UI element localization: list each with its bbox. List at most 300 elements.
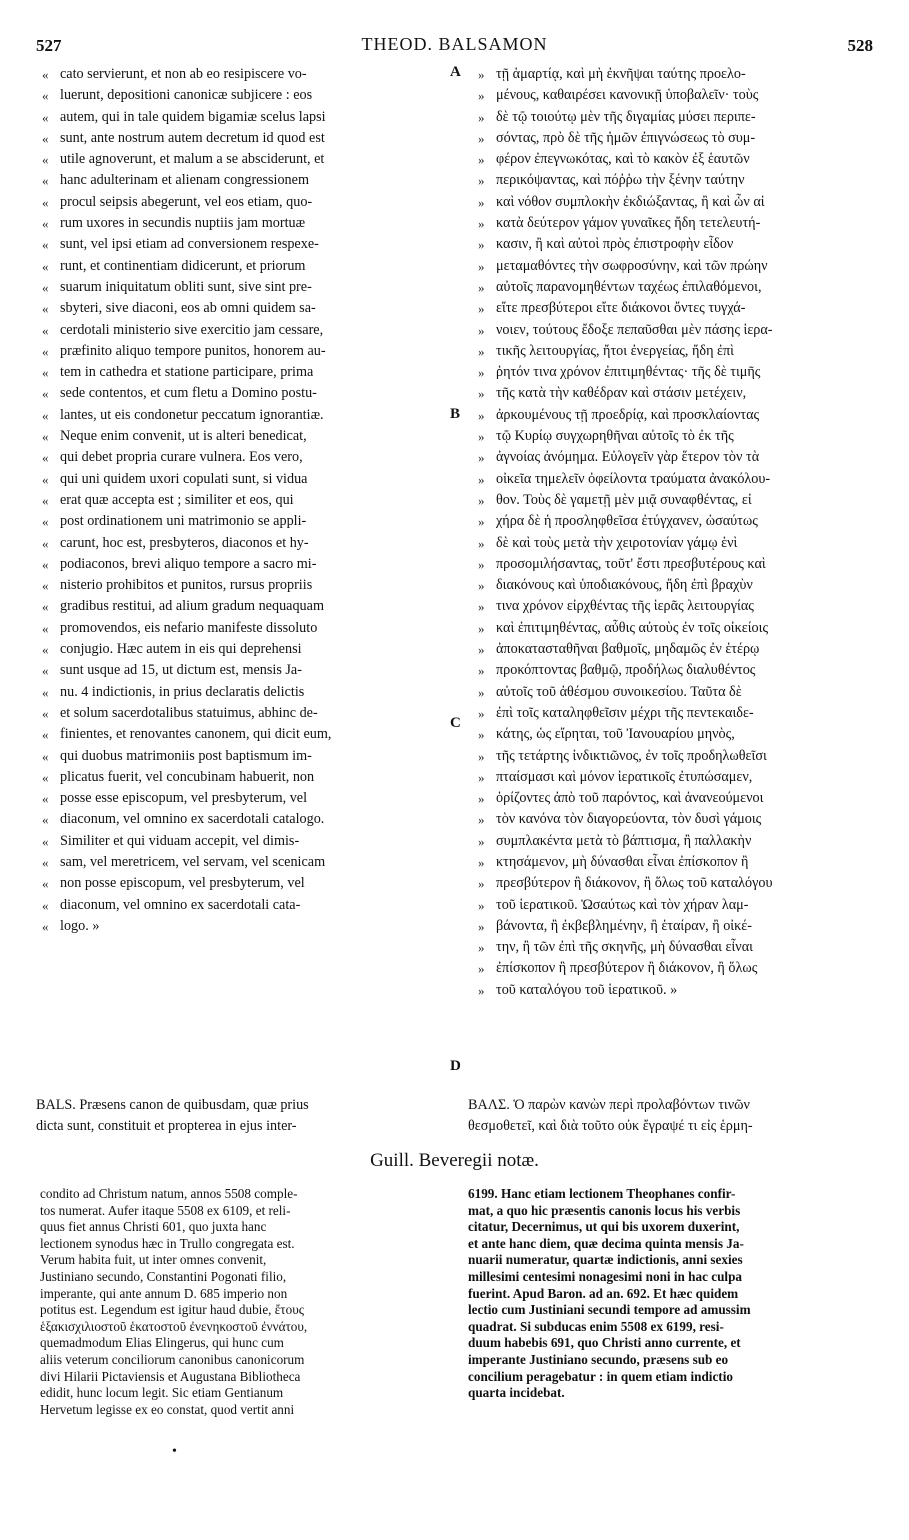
latin-line [42, 895, 442, 916]
greek-line [478, 277, 882, 298]
latin-line-text: diaconum, vel omnino ex sacerdotali cata- [60, 896, 301, 913]
greek-line-text: μένους, καθαιρέσει κανονικῇ ὑποβαλεῖν· τοὺς [496, 87, 759, 104]
notes-right-column [468, 1186, 882, 1402]
latin-line-text: sunt, ante nostrum autem decretum id quod est [60, 129, 325, 146]
greek-line [478, 724, 882, 745]
quote-mark: » [478, 216, 485, 232]
latin-line-text: gradibus restitui, ad alium gradum nequaquam [60, 598, 324, 615]
note-line: lectio cum Justiniani secundi tempore ad amussim [468, 1302, 751, 1318]
latin-line-text: sunt usque ad 15, ut dictum est, mensis Ja- [60, 662, 302, 679]
note-line: nuarii numeratur, quartæ indictionis, anni sexies [468, 1252, 743, 1268]
note-line: Hervetum legisse ex eo constat, quod vertit anni [40, 1401, 295, 1417]
latin-line-text: cerdotali ministerio sive exercitio jam cessare, [60, 321, 324, 338]
latin-line-text: sbyteri, sive diaconi, eos ab omni quidem sa- [60, 300, 316, 317]
quote-mark: » [478, 301, 485, 317]
greek-line-text: ἀγνοίας ἀνόμημα. Εὐλογεῖν γὰρ ἕτερον τὸν τὰ [496, 449, 760, 466]
greek-line [478, 341, 882, 362]
latin-line-text: utile agnoverunt, et malum a se absciderunt, et [60, 151, 325, 168]
greek-line [478, 554, 882, 575]
latin-line-text: finientes, et renovantes canonem, qui dicit eum, [60, 726, 332, 743]
quote-mark: » [478, 514, 485, 530]
greek-line-text: μεταμαθόντες τὴν σωφροσύνην, καὶ τῶν πρώην [496, 257, 768, 274]
quote-mark: » [478, 67, 485, 82]
quote-mark: » [478, 599, 485, 615]
quote-mark: « [42, 599, 49, 615]
greek-line [478, 320, 882, 341]
greek-line [478, 980, 882, 1001]
latin-line [42, 809, 442, 830]
latin-line-text: qui uni quidem uxori copulati sunt, si vidua [60, 470, 308, 487]
margin-marker-d: D [450, 1058, 461, 1074]
note-line: quus fiet annus Christi 601, quo juxta hanc [40, 1219, 267, 1235]
quote-mark: » [478, 88, 485, 104]
note-line: Justiniano secundo, Constantini Pogonati filio, [40, 1268, 287, 1284]
note-line: imperante, qui ante annum D. 685 imperio non [40, 1285, 288, 1301]
latin-line-text: podiaconos, brevi aliquo tempore a sacro mi- [60, 555, 317, 572]
greek-line [478, 298, 882, 319]
greek-line-text: θον. Τοὺς δὲ γαμετῇ μὲν μιᾷ συναφθέντας, εἰ [496, 491, 752, 508]
latin-line-text: Neque enim convenit, ut is alteri benedicat, [60, 428, 307, 445]
quote-mark: » [478, 620, 485, 636]
quote-mark: « [42, 471, 49, 487]
margin-marker-a: A [450, 64, 461, 80]
latin-canon-column [42, 64, 442, 937]
quote-mark: » [478, 727, 485, 743]
greek-line-text: δὲ τῷ τοιούτῳ μὲν τῆς διγαμίας μύσει περιπε- [496, 108, 756, 125]
greek-line-text: καὶ ἐπιτιμηθέντας, αὖθις αὐτοὺς ἐν τοῖς οἰκείοις [496, 619, 769, 636]
greek-line-text: κάτης, ὡς εἴρηται, τοῦ Ἰανουαρίου μηνὸς, [496, 726, 735, 743]
greek-line [478, 660, 882, 681]
latin-line-text: carunt, hoc est, presbyteros, diaconos et hy- [60, 534, 309, 551]
greek-line [478, 895, 882, 916]
quote-mark: » [478, 982, 485, 998]
latin-line-text: luerunt, depositioni canonicæ subjicere : eos [60, 87, 313, 104]
quote-mark: « [42, 194, 49, 210]
latin-line [42, 469, 442, 490]
quote-mark: » [478, 130, 485, 146]
bals-latin-line: dicta sunt, constituit et propterea in ejus inter- [36, 1118, 297, 1134]
greek-line-text: αὐτοῖς τοῦ ἀθέσμου συνοικεσίου. Ταῦτα δὲ [496, 683, 742, 700]
quote-mark: « [42, 322, 49, 338]
note-line: et ante hanc diem, quæ decima quinta mensis Ja- [468, 1235, 744, 1251]
quote-mark: « [42, 88, 49, 104]
note-line: quadrat. Si subducas enim 5508 ex 6199, resi- [468, 1318, 724, 1334]
quote-mark: « [42, 876, 49, 892]
quote-mark: » [478, 897, 485, 913]
latin-line-text: plicatus fuerit, vel concubinam habuerit, non [60, 768, 315, 785]
greek-line [478, 937, 882, 958]
note-line: potitus est. Legendum est igitur haud dubie, ἔτους [40, 1302, 304, 1318]
quote-mark: « [42, 684, 49, 700]
page-number-left: 527 [36, 36, 62, 55]
quote-mark: » [478, 769, 485, 785]
greek-line-text: ἐπὶ τοῖς καταληφθεῖσιν μέχρι τῆς πεντεκαιδε- [496, 704, 754, 721]
note-line: concilium peragebatur : in quem etiam indictio [468, 1368, 733, 1384]
latin-line [42, 788, 442, 809]
latin-line-text: conjugio. Hæc autem in eis qui deprehensi [60, 641, 302, 658]
greek-line [478, 405, 882, 426]
greek-line-text: σόντας, πρὸ δὲ τῆς ἡμῶν ἐπιγνώσεως τὸ συμ- [496, 129, 756, 146]
latin-line [42, 746, 442, 767]
quote-mark: « [42, 578, 49, 594]
quote-mark: « [42, 343, 49, 359]
greek-line [478, 192, 882, 213]
greek-line-text: τοῦ καταλόγου τοῦ ἱερατικοῦ. » [496, 981, 678, 998]
quote-mark: » [478, 748, 485, 764]
note-line: citatur, Decernimus, ut qui bis uxorem duxerint, [468, 1219, 740, 1235]
bullet-dot: • [172, 1444, 177, 1459]
note-line: mat, a quo hic præsentis canonis locus his verbis [468, 1202, 741, 1218]
latin-line [42, 596, 442, 617]
quote-mark: « [42, 450, 49, 466]
quote-mark: « [42, 727, 49, 743]
notes-heading: Guill. Beveregii notæ. [370, 1150, 539, 1171]
quote-mark: « [42, 642, 49, 658]
latin-line [42, 767, 442, 788]
greek-line [478, 85, 882, 106]
quote-mark: » [478, 492, 485, 508]
quote-mark: « [42, 812, 49, 828]
quote-mark: « [42, 556, 49, 572]
note-line: lectionem synodus hæc in Trullo congregata est. [40, 1235, 295, 1251]
greek-line [478, 426, 882, 447]
latin-line [42, 916, 442, 937]
latin-line [42, 341, 442, 362]
quote-mark: « [42, 216, 49, 232]
quote-mark: » [478, 152, 485, 168]
balsamon-commentary-latin [36, 1095, 448, 1137]
greek-line [478, 447, 882, 468]
greek-line-text: πρεσβύτερον ἢ διάκονον, ἢ ὅλως τοῦ καταλόγου [496, 875, 773, 892]
note-line: millesimi centesimi nonagesimi noni in hac culpa [468, 1268, 743, 1284]
latin-line-text: cato servierunt, et non ab eo resipiscere vo- [60, 66, 307, 82]
greek-line [478, 809, 882, 830]
greek-line [478, 873, 882, 894]
greek-line [478, 256, 882, 277]
latin-line-text: sunt, vel ipsi etiam ad conversionem respexe- [60, 236, 319, 253]
greek-line [478, 469, 882, 490]
greek-line [478, 575, 882, 596]
latin-line [42, 618, 442, 639]
note-line: imperante Justiniano secundo, præsens sub eo [468, 1351, 729, 1367]
quote-mark: « [42, 769, 49, 785]
latin-line [42, 831, 442, 852]
quote-mark: « [42, 791, 49, 807]
greek-line-text: πταίσμασι καὶ μόνον ἱερατικοῖς ἐτυπώσαμεν, [496, 768, 753, 785]
latin-line-text: autem, qui in tale quidem bigamiæ scelus lapsi [60, 108, 326, 125]
latin-line-text: runt, et continentiam didicerunt, et priorum [60, 257, 306, 274]
quote-mark: » [478, 642, 485, 658]
greek-line [478, 234, 882, 255]
greek-line-text: προσομιλήσαντας, τοῦτ' ἔστι πρεσβυτέρους καὶ [496, 555, 766, 572]
greek-line [478, 362, 882, 383]
greek-line [478, 639, 882, 660]
greek-line [478, 767, 882, 788]
note-line: edidit, hunc locum legit. Sic etiam Gentianum [40, 1385, 284, 1401]
quote-mark: » [478, 684, 485, 700]
greek-line [478, 746, 882, 767]
latin-line-text: nu. 4 indictionis, in prius declaratis delictis [60, 683, 305, 700]
latin-line [42, 256, 442, 277]
latin-line [42, 639, 442, 660]
greek-line-text: τῷ Κυρίῳ συγχωρηθῆναι αὐτοῖς τὸ ἐκ τῆς [496, 428, 734, 445]
quote-mark: « [42, 535, 49, 551]
latin-line-text: nisterio prohibitos et punitos, rursus propriis [60, 577, 313, 594]
quote-mark: » [478, 279, 485, 295]
greek-line [478, 533, 882, 554]
latin-line [42, 660, 442, 681]
note-line: tos numerat. Aufer itaque 5508 ex 6109, et reli- [40, 1202, 291, 1218]
note-line: quarta incidebat. [468, 1385, 565, 1401]
balsamon-commentary-greek [468, 1095, 882, 1137]
greek-line-text: συμπλακέντα μετὰ τὸ βάπτισμα, ἢ παλλακὴν [496, 832, 752, 849]
quote-mark: » [478, 556, 485, 572]
quote-mark: « [42, 407, 49, 423]
notes-left-column [40, 1186, 448, 1418]
greek-line [478, 788, 882, 809]
greek-line-text: δὲ καὶ τοὺς μετὰ τὴν χειροτονίαν γάμῳ ἑνὶ [496, 534, 738, 551]
latin-line [42, 192, 442, 213]
quote-mark: » [478, 705, 485, 721]
quote-mark: » [478, 258, 485, 274]
running-title: THEOD. BALSAMON [361, 34, 548, 54]
greek-line [478, 511, 882, 532]
greek-line-text: βάνοντα, ἢ ἐκβεβλημένην, ἢ ἑταίραν, ἢ οἰκέ- [496, 917, 752, 934]
quote-mark: « [42, 301, 49, 317]
greek-line [478, 958, 882, 979]
greek-line-text: τῇ ἁμαρτίᾳ, καὶ μὴ ἐκνῆψαι ταύτης προελο- [496, 66, 746, 82]
note-line: quemadmodum Elias Elingerus, qui hunc cum [40, 1335, 284, 1351]
page-number-right: 528 [847, 36, 873, 55]
greek-line [478, 128, 882, 149]
quote-mark: « [42, 237, 49, 253]
latin-line-text: non posse episcopum, vel presbyterum, vel [60, 875, 305, 892]
quote-mark: « [42, 620, 49, 636]
quote-mark: « [42, 152, 49, 168]
quote-mark: » [478, 961, 485, 977]
latin-line [42, 682, 442, 703]
quote-mark: « [42, 854, 49, 870]
greek-line-text: ῥητόν τινα χρόνον ἐπιτιμηθέντας· τῆς δὲ τιμῆς [496, 364, 761, 381]
quote-mark: « [42, 514, 49, 530]
margin-marker-b: B [450, 406, 461, 422]
quote-mark: » [478, 429, 485, 445]
greek-line [478, 916, 882, 937]
greek-line [478, 383, 882, 404]
quote-mark: « [42, 663, 49, 679]
quote-mark: « [42, 429, 49, 445]
greek-line-text: τῆς τετάρτης ἰνδικτιῶνος, ἐν τοῖς προδηλωθεῖσι [496, 747, 767, 764]
note-line: duum habebis 691, quo Christi anno currente, et [468, 1335, 741, 1351]
quote-mark: » [478, 471, 485, 487]
quote-mark: » [478, 578, 485, 594]
latin-line [42, 234, 442, 255]
quote-mark: « [42, 492, 49, 508]
greek-line-text: διακόνους καὶ ὑποδιακόνους, ἤδη ἐπὶ βραχὺν [496, 577, 753, 594]
greek-line [478, 703, 882, 724]
latin-line [42, 852, 442, 873]
latin-line-text: diaconum, vel omnino ex sacerdotali catalogo. [60, 811, 325, 828]
greek-canon-column [478, 64, 882, 1001]
quote-mark: » [478, 833, 485, 849]
quote-mark: « [42, 386, 49, 402]
greek-line-text: τοῦ ἱερατικοῦ. Ὡσαύτως καὶ τὸν χήραν λαμ- [496, 896, 749, 913]
greek-line-text: τικῆς λειτουργίας, ἤτοι ἐνεργείας, ἤδη ἐπὶ [496, 342, 734, 359]
quote-mark: » [478, 535, 485, 551]
latin-line-text: qui debet propria curare vulnera. Eos vero, [60, 449, 303, 466]
latin-line [42, 703, 442, 724]
latin-line-text: Similiter et qui viduam accepit, vel dimis- [60, 832, 300, 849]
greek-line-text: αὐτοῖς παρανομηθέντων ταχέως ἐπιλαθόμενοι, [496, 278, 762, 295]
quote-mark: « [42, 279, 49, 295]
latin-line-text: et solum sacerdotalibus statuimus, abhinc de- [60, 704, 318, 721]
greek-line-text: προκόπτοντας βαθμῷ, προδήλως διαλυθέντος [496, 662, 756, 679]
note-line: 6199. Hanc etiam lectionem Theophanes confir- [468, 1186, 736, 1201]
latin-line-text: præfinito aliquo tempore punitos, honorem au- [60, 342, 326, 359]
bals-latin-line: BALS. Præsens canon de quibusdam, quæ prius [36, 1097, 309, 1113]
latin-line-text: logo. » [60, 917, 100, 934]
quote-mark: « [42, 748, 49, 764]
latin-line-text: tem in cathedra et statione participare, prima [60, 364, 314, 381]
greek-line-text: ἀρκουμένους τῇ προεδρίᾳ, καὶ προσκλαίοντας [496, 406, 760, 423]
greek-line-text: νοιεν, τούτους ἔδοξε πεπαῦσθαι μὲν πάσης ἱερα- [496, 321, 773, 338]
greek-line-text: οἰκεῖα τημελεῖν ὀφείλοντα τραύματα ἀνακόλου- [496, 470, 771, 487]
quote-mark: « [42, 897, 49, 913]
greek-line-text: τινα χρόνον εἰρχθέντας τῆς ἱερᾶς λειτουργίας [496, 598, 754, 615]
latin-line [42, 490, 442, 511]
latin-line [42, 128, 442, 149]
quote-mark: » [478, 343, 485, 359]
note-line: divi Hilarii Pictaviensis et Augustana Bibliotheca [40, 1368, 301, 1384]
latin-line [42, 533, 442, 554]
quote-mark: » [478, 237, 485, 253]
greek-line [478, 170, 882, 191]
note-line: ἑξακισχιλιοστοῦ ἑκατοστοῦ ἐνενηκοστοῦ ἐννάτου, [40, 1318, 308, 1334]
quote-mark: » [478, 812, 485, 828]
latin-line [42, 511, 442, 532]
greek-line [478, 213, 882, 234]
latin-line-text: post ordinationem uni matrimonio se appli- [60, 513, 307, 530]
note-line: condito ad Christum natum, annos 5508 comple- [40, 1186, 298, 1201]
latin-line-text: hanc adulterinam et alienam congressionem [60, 172, 309, 189]
margin-marker-c: C [450, 715, 461, 731]
greek-line-text: χήρα δὲ ἡ προσληφθεῖσα ἐτύγχανεν, ὡσαύτως [496, 513, 758, 530]
greek-line [478, 852, 882, 873]
quote-mark: « [42, 833, 49, 849]
latin-line-text: posse esse episcopum, vel presbyterum, vel [60, 790, 308, 807]
page-header [0, 0, 909, 55]
quote-mark: » [478, 365, 485, 381]
quote-mark: « [42, 173, 49, 189]
latin-line-text: lantes, ut eis condonetur peccatum ignorantiæ. [60, 406, 324, 423]
latin-line [42, 724, 442, 745]
quote-mark: » [478, 109, 485, 125]
greek-line [478, 682, 882, 703]
greek-line [478, 149, 882, 170]
quote-mark: « [42, 705, 49, 721]
note-line: aliis veterum conciliorum canonibus canonicorum [40, 1351, 305, 1367]
latin-line [42, 320, 442, 341]
latin-line [42, 873, 442, 894]
latin-line [42, 170, 442, 191]
latin-line-text: erat quæ accepta est ; similiter et eos, qui [60, 491, 294, 508]
greek-line-text: ἐπίσκοπον ἢ πρεσβύτερον ἢ διάκονον, ἢ ὅλως [496, 960, 758, 977]
greek-line-text: κατὰ δεύτερον γάμον γυναῖκες ἤδη τετελευτή- [496, 215, 761, 232]
greek-line-text: ἀποκατασταθῆναι βαθμοῖς, μηδαμῶς ἐν ἑτέρῳ [496, 641, 760, 658]
note-line: fuerint. Apud Baron. ad an. 692. Et hæc quidem [468, 1285, 739, 1301]
latin-line [42, 149, 442, 170]
latin-line [42, 554, 442, 575]
quote-mark: « [42, 365, 49, 381]
greek-line [478, 64, 882, 85]
greek-line-text: τὸν κανόνα τὸν διαγορεύοντα, τὸν δυσὶ γάμοις [496, 811, 762, 828]
latin-line-text: rum uxores in secundis nuptiis jam mortuæ [60, 215, 306, 232]
quote-mark: » [478, 876, 485, 892]
quote-mark: « [42, 258, 49, 274]
latin-line [42, 64, 442, 85]
quote-mark: « [42, 130, 49, 146]
greek-line-text: καὶ νόθον συμπλοκὴν ἐκδιώξαντας, ἢ καὶ ὧν αἱ [496, 193, 765, 210]
latin-line-text: qui duobus matrimoniis post baptismum im- [60, 747, 312, 764]
latin-line [42, 362, 442, 383]
latin-line [42, 426, 442, 447]
quote-mark: » [478, 854, 485, 870]
greek-line-text: φέρον ἐπεγνωκότας, καὶ τὸ κακὸν ἐξ ἑαυτῶν [496, 151, 750, 168]
latin-line [42, 107, 442, 128]
greek-line [478, 107, 882, 128]
quote-mark: » [478, 322, 485, 338]
latin-line-text: procul seipsis abegerunt, vel eos etiam, quo- [60, 193, 313, 210]
greek-line [478, 490, 882, 511]
quote-mark: » [478, 194, 485, 210]
latin-line [42, 575, 442, 596]
greek-line-text: εἴτε πρεσβύτεροι εἴτε διάκονοι ὄντες τυγχά- [496, 300, 746, 317]
greek-line-text: τῆς κατὰ τὴν καθέδραν καὶ στάσιν μετέχειν, [496, 385, 747, 402]
latin-line [42, 383, 442, 404]
latin-line [42, 213, 442, 234]
latin-line [42, 447, 442, 468]
greek-line-text: την, ἢ τῶν ἐπὶ τῆς σκηνῆς, μὴ δύνασθαι εἶναι [496, 939, 753, 956]
greek-line [478, 831, 882, 852]
greek-line [478, 596, 882, 617]
bals-greek-line: θεσμοθετεῖ, καὶ διὰ τοῦτο οὐκ ἔγραψέ τι εἰς ἑρμη- [468, 1118, 753, 1134]
latin-line-text: promovendos, eis nefario manifeste dissoluto [60, 619, 318, 636]
quote-mark: « [42, 109, 49, 125]
quote-mark: » [478, 918, 485, 934]
bals-greek-line: ΒΑΛΣ. Ὁ παρὼν κανὼν περὶ προλαβόντων τινῶν [468, 1097, 750, 1113]
quote-mark: » [478, 173, 485, 189]
note-line: Verum habita fuit, ut inter omnes convenit, [40, 1252, 267, 1268]
greek-line-text: περικόψαντας, καὶ πόῤῥω τὴν ξένην ταύτην [496, 172, 745, 189]
quote-mark: » [478, 663, 485, 679]
latin-line [42, 85, 442, 106]
latin-line-text: sam, vel meretricem, vel servam, vel scenicam [60, 853, 326, 870]
latin-line-text: sede contentos, et cum fletu a Domino postu- [60, 385, 317, 402]
quote-mark: » [478, 386, 485, 402]
latin-line-text: suarum iniquitatum obliti sunt, sive sint pre- [60, 278, 312, 295]
quote-mark: « [42, 918, 49, 934]
quote-mark: » [478, 791, 485, 807]
latin-line [42, 277, 442, 298]
greek-line-text: ὁρίζοντες ἀπὸ τοῦ παρόντος, καὶ ἀνανεούμενοι [496, 790, 764, 807]
greek-line [478, 618, 882, 639]
quote-mark: » [478, 450, 485, 466]
greek-line-text: κτησάμενον, μὴ δύνασθαι εἶναι ἐπίσκοπον ἢ [496, 853, 749, 870]
quote-mark: » [478, 407, 485, 423]
latin-line [42, 405, 442, 426]
latin-line [42, 298, 442, 319]
quote-mark: « [42, 67, 49, 82]
